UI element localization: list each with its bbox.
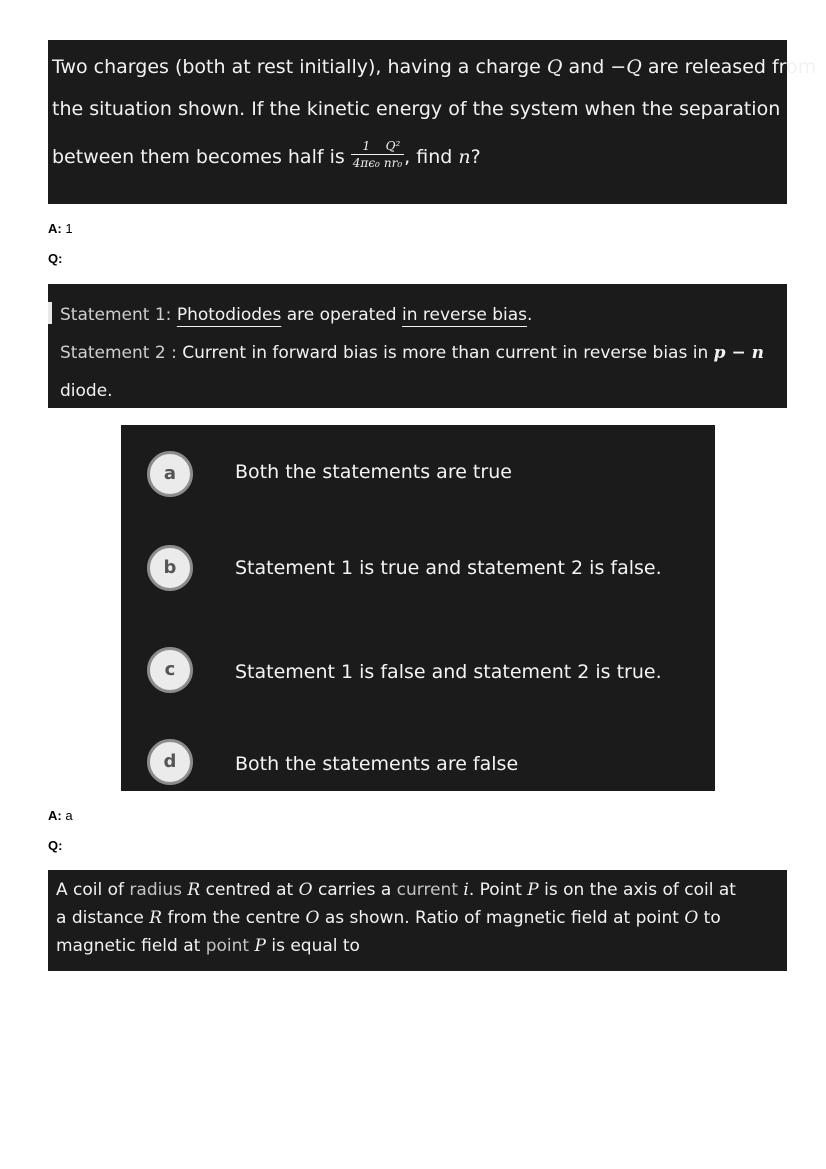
option-d[interactable] [147, 739, 707, 783]
text: current [396, 880, 458, 900]
answer-1 [48, 221, 73, 236]
question-1-panel [48, 40, 817, 204]
math-i: i [463, 880, 469, 900]
math-neg-q: −Q [610, 56, 642, 78]
text: Statement 2 : [60, 343, 183, 363]
answer-2 [48, 808, 73, 823]
frac-den: nr₀ [383, 156, 403, 170]
statement-2-end: diode. [60, 381, 113, 401]
frac-den: 4πϵ₀ [352, 156, 380, 170]
text: radius [129, 880, 182, 900]
panel-edge-bar [48, 302, 52, 324]
option-c[interactable] [147, 647, 707, 691]
question-3-label [48, 838, 62, 853]
option-a[interactable] [147, 451, 707, 495]
question-2-panel [48, 284, 787, 408]
question-1-line-3 [52, 136, 787, 178]
text: Current in forward bias is more than current in reverse bias in [182, 343, 714, 363]
text: between them becomes half is [52, 146, 351, 168]
text: is on the axis of coil at [538, 880, 736, 900]
option-text: Statement 1 is false and statement 2 is true. [235, 661, 662, 683]
math-p: P [254, 936, 266, 956]
question-1-line-1 [52, 46, 817, 88]
answer-value: 1 [65, 221, 73, 236]
option-letter-badge: a [147, 451, 193, 497]
text: carries a [312, 880, 397, 900]
text: are released from [641, 56, 817, 78]
option-letter-badge: d [147, 739, 193, 785]
math-o: O [298, 880, 313, 900]
answer-label: A: [48, 221, 62, 236]
answer-label: A: [48, 808, 62, 823]
frac-num: 1 [351, 138, 382, 155]
text: centred at [200, 880, 299, 900]
text: to [698, 908, 721, 928]
question-3-line-1 [56, 876, 787, 904]
math-n: n [458, 146, 471, 168]
option-letter-badge: b [147, 545, 193, 591]
math-o: O [305, 908, 320, 928]
math-r: R [187, 880, 201, 900]
math-r: R [149, 908, 163, 928]
question-label: Q: [48, 838, 63, 853]
fraction-1 [351, 138, 382, 171]
math-pn: p − n [713, 343, 764, 363]
text: ? [470, 146, 481, 168]
answer-value: a [65, 808, 73, 823]
options-panel [121, 425, 715, 791]
option-text: Both the statements are false [235, 753, 519, 775]
option-text: Both the statements are true [235, 461, 512, 483]
text: is equal to [265, 936, 360, 956]
text: a distance [56, 908, 150, 928]
text: . Point [468, 880, 528, 900]
question-3-line-3 [56, 932, 787, 960]
question-2-label [48, 251, 62, 266]
question-label: Q: [48, 251, 63, 266]
underlined-text: Photodiodes [176, 305, 282, 325]
question-3-panel [48, 870, 787, 971]
option-b[interactable] [147, 545, 707, 589]
question-1-line-2: the situation shown. If the kinetic energy of the system when the separation [52, 98, 781, 120]
statement-2 [60, 334, 787, 372]
option-text: Statement 1 is true and statement 2 is false. [235, 557, 662, 579]
frac-num: Q² [382, 138, 404, 155]
text: Statement 1: [60, 305, 177, 325]
math-q: Q [546, 56, 563, 78]
fraction-2 [382, 138, 404, 171]
text: A coil of [56, 880, 130, 900]
text: . [527, 305, 533, 325]
underlined-text: in reverse bias [402, 305, 528, 325]
text: point [205, 936, 250, 956]
text: from the centre [162, 908, 306, 928]
math-p: P [527, 880, 539, 900]
text: as shown. Ratio of magnetic field at point [319, 908, 685, 928]
text: Two charges (both at rest initially), having a charge [52, 56, 547, 78]
option-letter-badge: c [147, 647, 193, 693]
text: are operated [281, 305, 403, 325]
question-3-line-2 [56, 904, 787, 932]
text: and [562, 56, 611, 78]
text: magnetic field at [56, 936, 206, 956]
text: , find [404, 146, 459, 168]
math-o: O [684, 908, 699, 928]
statement-1 [60, 296, 787, 334]
